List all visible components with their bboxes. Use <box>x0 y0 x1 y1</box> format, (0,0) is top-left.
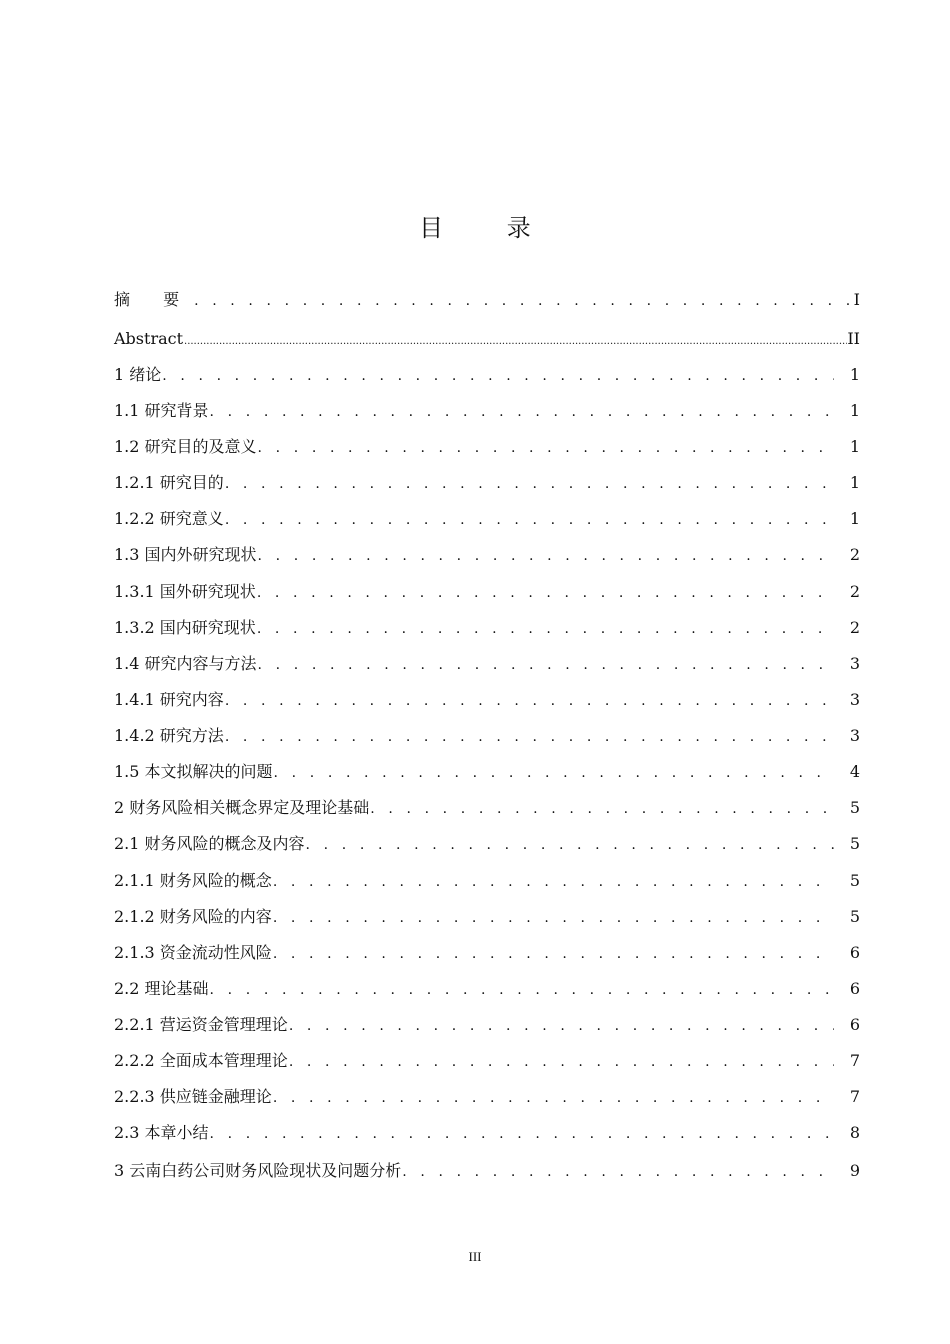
toc-entry-label: 1.4.2 研究方法 <box>114 726 224 745</box>
toc-entry-page: 6 <box>849 943 860 962</box>
toc-entry-label: Abstract <box>114 329 184 348</box>
toc-entry-page: 2 <box>849 618 860 637</box>
toc-entry <box>114 1015 860 1036</box>
toc-entry-page: 1 <box>849 437 860 456</box>
toc-entry <box>114 545 860 566</box>
toc-entry-page: I <box>853 290 860 309</box>
toc-entry-page: 6 <box>849 979 860 998</box>
toc-entry <box>114 979 860 1000</box>
toc-entry-label: 摘 要 <box>114 290 194 309</box>
toc-entry-page: 2 <box>849 545 860 564</box>
toc-entry-page: II <box>847 329 860 348</box>
toc-leader-dots <box>225 474 834 494</box>
toc-leader-dots <box>210 402 834 422</box>
toc-leader-dots <box>289 1016 834 1036</box>
toc-entry-page: 3 <box>849 690 860 709</box>
toc-entry-page: 7 <box>849 1051 860 1070</box>
toc-entry <box>114 907 860 928</box>
toc-entry-label: 2 财务风险相关概念界定及理论基础 <box>114 798 370 817</box>
footer-page-number: III <box>468 1249 482 1264</box>
toc-entry-label: 2.2.3 供应链金融理论 <box>114 1087 272 1106</box>
toc-entry-page: 5 <box>849 907 860 926</box>
toc-entry-page: 1 <box>849 365 860 384</box>
toc-entry-page: 3 <box>849 726 860 745</box>
toc-entry-label: 1 绪论 <box>114 365 162 384</box>
toc-entry-label: 1.4.1 研究内容 <box>114 690 224 709</box>
toc-entry <box>114 473 860 494</box>
toc-entry <box>114 943 860 964</box>
toc-leader-dots <box>257 583 834 603</box>
toc-entry-page: 1 <box>849 473 860 492</box>
toc-leader-dots <box>370 799 834 819</box>
toc-leader-dots <box>402 1162 834 1182</box>
toc-entry <box>114 654 860 675</box>
toc-entry-label: 1.5 本文拟解决的问题 <box>114 762 273 781</box>
toc-entry-page: 5 <box>849 834 860 853</box>
toc-leader-dots <box>258 546 834 566</box>
toc-leader-dots <box>273 872 834 892</box>
toc-leader-dots <box>257 619 834 639</box>
toc-entry-label: 2.3 本章小结 <box>114 1123 209 1142</box>
toc-entry-label: 2.1.2 财务风险的内容 <box>114 907 272 926</box>
toc-entry <box>114 365 860 386</box>
toc-entry-label: 1.4 研究内容与方法 <box>114 654 257 673</box>
toc-entry-label: 3 云南白药公司财务风险现状及问题分析 <box>114 1161 402 1180</box>
toc-entry <box>114 871 860 892</box>
toc-entry-page: 5 <box>849 798 860 817</box>
toc-leader-dots <box>225 727 834 747</box>
toc-entry-label: 2.1.1 财务风险的概念 <box>114 871 272 890</box>
toc-entry-page: 8 <box>849 1123 860 1142</box>
toc-entry-page: 9 <box>849 1161 860 1180</box>
toc-entry-label: 1.1 研究背景 <box>114 401 209 420</box>
toc-entry <box>114 690 860 711</box>
toc-leader-dots <box>162 366 834 386</box>
toc-entry-label: 1.2.1 研究目的 <box>114 473 224 492</box>
toc-entry-label: 2.2.2 全面成本管理理论 <box>114 1051 288 1070</box>
toc-leader-dots <box>210 1124 834 1144</box>
toc-entry-label: 1.2 研究目的及意义 <box>114 437 257 456</box>
toc-entry-label: 2.2 理论基础 <box>114 979 209 998</box>
toc-leader-dots <box>184 332 847 352</box>
toc-entry <box>114 798 860 819</box>
toc-entry-label: 1.3.1 国外研究现状 <box>114 582 256 601</box>
toc-leader-dots <box>273 944 834 964</box>
toc-entry-page: 6 <box>849 1015 860 1034</box>
toc-entry <box>114 437 860 458</box>
toc-entry <box>114 1051 860 1072</box>
toc-entry <box>114 582 860 603</box>
toc-leader-dots <box>258 655 834 675</box>
toc-leader-dots <box>225 510 834 530</box>
toc-entry <box>114 1087 860 1108</box>
toc-entry-label: 1.3 国内外研究现状 <box>114 545 257 564</box>
toc-entry-page: 1 <box>849 401 860 420</box>
toc-leader-dots <box>273 1088 834 1108</box>
toc-entry-label: 2.1.3 资金流动性风险 <box>114 943 272 962</box>
toc-entry <box>114 1161 860 1182</box>
toc-leader-dots <box>274 763 834 783</box>
toc-entry <box>114 290 860 311</box>
toc-entry <box>114 834 860 855</box>
toc-entry <box>114 726 860 747</box>
toc-entry-page: 4 <box>849 762 860 781</box>
toc-entry <box>114 618 860 639</box>
toc-entry-label: 1.2.2 研究意义 <box>114 509 224 528</box>
toc-leader-dots <box>194 291 850 311</box>
toc-entry-page: 2 <box>849 582 860 601</box>
toc-entry <box>114 762 860 783</box>
toc-entry <box>114 1123 860 1144</box>
toc-entry-label: 2.1 财务风险的概念及内容 <box>114 834 305 853</box>
toc-leader-dots <box>258 438 834 458</box>
toc-leader-dots <box>225 691 834 711</box>
toc-entry-page: 3 <box>849 654 860 673</box>
toc-title: 目 录 <box>419 214 559 242</box>
toc-entry <box>114 329 860 352</box>
toc-entry <box>114 509 860 530</box>
toc-entry-page: 5 <box>849 871 860 890</box>
toc-entry-label: 2.2.1 营运资金管理理论 <box>114 1015 288 1034</box>
toc-leader-dots <box>289 1052 834 1072</box>
toc-leader-dots <box>210 980 834 1000</box>
toc-entry <box>114 401 860 422</box>
toc-entry-page: 7 <box>849 1087 860 1106</box>
toc-leader-dots <box>306 835 834 855</box>
toc-entry-page: 1 <box>849 509 860 528</box>
toc-entry-label: 1.3.2 国内研究现状 <box>114 618 256 637</box>
toc-leader-dots <box>273 908 834 928</box>
